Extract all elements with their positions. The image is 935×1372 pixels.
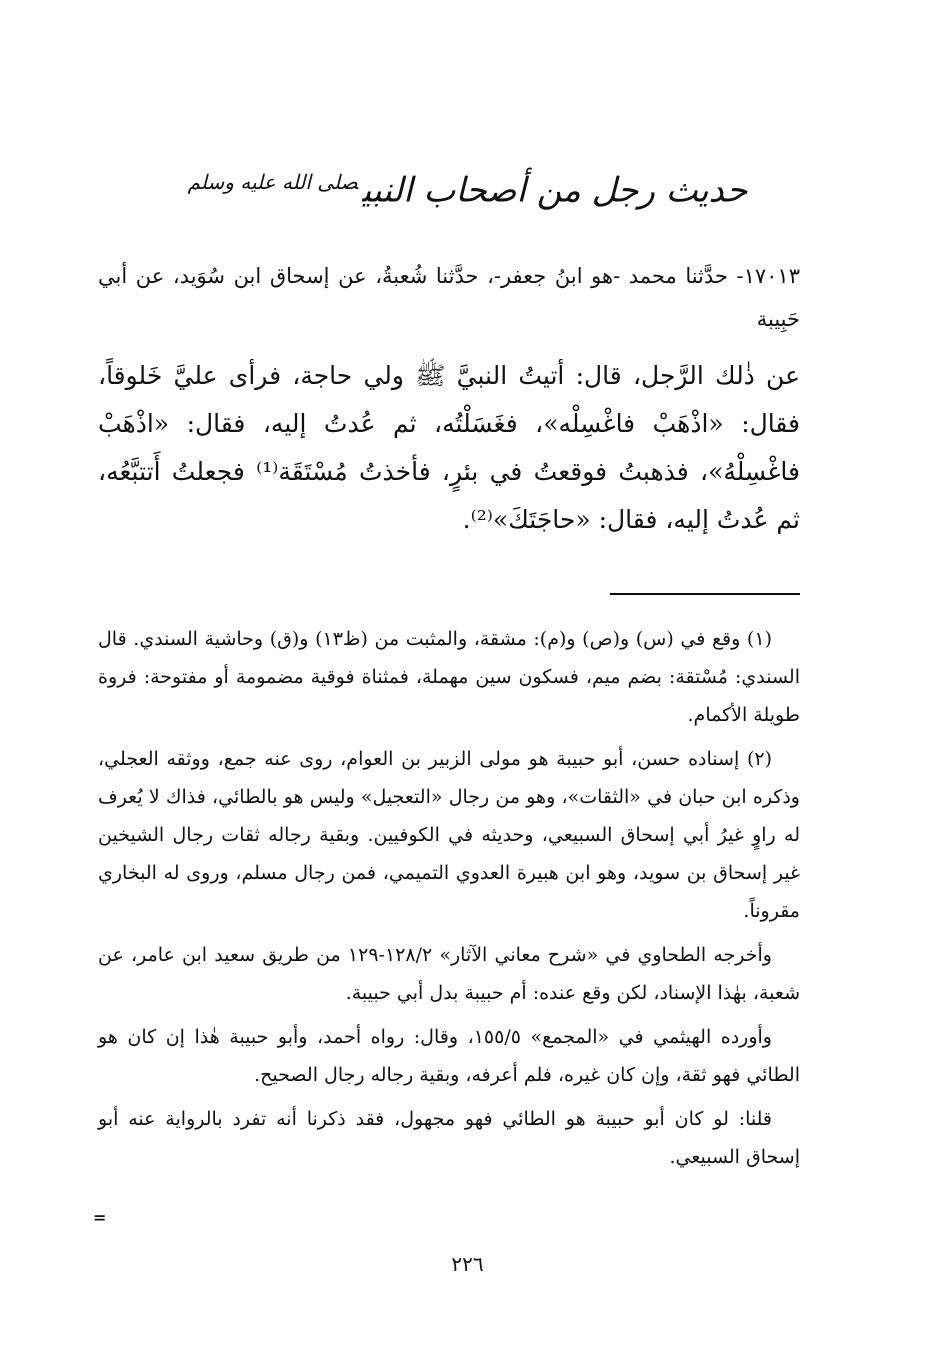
footnote-2-continuation: قلنا: لو كان أبو حبيبة هو الطائي فهو مجهول، فقد ذكرنا أنه تفرد بالرواية عنه أبو إسحاق السبيعي.	[98, 1108, 800, 1168]
footnotes	[98, 620, 800, 1182]
footnote-2-continuation: وأخرجه الطحاوي في «شرح معاني الآثار» ١٢٨/٢-١٢٩ من طريق سعيد ابن عامر، عن شعبة، بهٰذا الإسناد، لكن وقع عنده: أم حبيبة بدل أبي حبيبة.	[98, 944, 800, 1004]
page-number: ٢٢٦	[451, 1252, 484, 1276]
chapter-title-text: حديث رجل من أصحاب النبي	[361, 170, 748, 211]
footnote-2: (٢) إسناده حسن، أبو حبيبة هو مولى الزبير بن العوام، روى عنه جمع، ووثقه العجلي، وذكره ابن حبان في «الثقات»، وهو من رجال «التعجيل» وليس هو بالطائي، فذاك لا يُعرف له راوٍ غيرُ أبي إسحاق السبيعي، وحديثه في الكوفيين. وبقية رجاله ثقات رجال الشيخين غير إسحاق بن سويد، وهو ابن هبيرة العدوي التميمي، فمن رجال مسلم، وروى له البخاري مقروناً.	[98, 748, 800, 922]
footnote-divider	[610, 593, 800, 595]
honorific-text: صلى الله عليه وسلم	[187, 170, 358, 194]
hadith-matn: عن ذٰلك الرَّجل، قال: أتيتُ النبيَّ ﷺ ولي حاجة، فرأى عليَّ خَلوقاً، فقال: «اذْهَبْ فاغْسِلْه»، فغَسَلْتُه، ثم عُدتُ إليه، فقال: «اذْهَبْ فاغْسِلْهُ»، فذهبتُ فوقعتُ في بئرٍ، فأخذتُ مُسْتَقَة⁽¹⁾ فجعلتُ أَتتبَّعُه، ثم عُدتُ إليه، فقال: «حاجَتَكَ»⁽²⁾.	[98, 361, 800, 534]
chapter-title	[0, 170, 935, 210]
footnote-1: (١) وقع في (س) و(ص) و(م): مشقة، والمثبت من (ظ١٣) و(ق) وحاشية السندي. قال السندي: مُسْتقة: بضم ميم، فسكون سين مهملة، فمثناة فوقية مضمومة أو مفتوحة: فروة طويلة الأكمام.	[98, 628, 800, 726]
hadith-isnad: ١٧٠١٣- حدَّثنا محمد -هو ابنُ جعفر-، حدَّثنا شُعبةُ، عن إسحاق ابن سُوَيد، عن أبي حَبِيبة	[98, 264, 800, 331]
footnote-2-continuation: وأورده الهيثمي في «المجمع» ١٥٥/٥، وقال: رواه أحمد، وأبو حبيبة هٰذا إن كان هو الطائي فهو ثقة، وإن كان غيره، فلم أعرفه، وبقية رجاله رجال الصحيح.	[98, 1026, 800, 1086]
continuation-mark: =	[93, 1208, 107, 1227]
